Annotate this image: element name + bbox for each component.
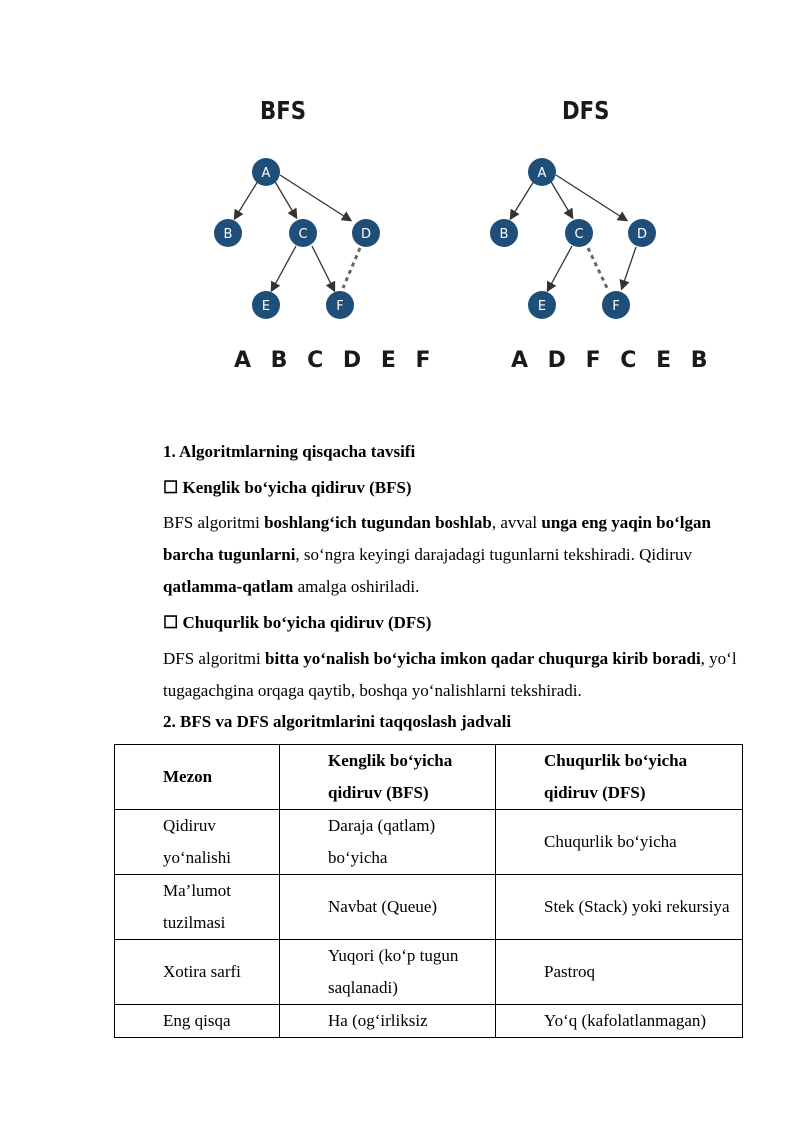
table-cell: Pastroq <box>496 940 743 1005</box>
dfs-node-c <box>565 219 593 247</box>
svg-text:E: E <box>261 299 271 314</box>
table-row <box>115 940 743 1005</box>
svg-text:F: F <box>336 299 344 314</box>
svg-text:E: E <box>537 299 547 314</box>
heading-2: 2. BFS va DFS algoritmlarini taqqoslash jadvali <box>163 712 512 731</box>
checkbox-icon: ☐ <box>163 613 179 632</box>
dfs-node-b <box>490 219 518 247</box>
bfs-node-e <box>252 291 280 319</box>
dfs-paragraph: DFS algoritmi bitta yo‘nalish bo‘yicha imkon qadar chuqurga kirib boradi, yo‘l tugagachgina orqaga qaytib, boshqa yo‘nalishlarni tekshiradi. <box>163 649 737 700</box>
table-cell: Ma’lumot tuzilmasi <box>115 875 280 940</box>
table-header-cell: Mezon <box>115 745 280 810</box>
table-cell: Yo‘q (kafolatlanmagan) <box>496 1005 743 1038</box>
comparison-table <box>114 744 743 1038</box>
svg-text:C: C <box>298 227 308 242</box>
bfs-node-d <box>352 219 380 247</box>
svg-text:A: A <box>261 166 271 181</box>
dfs-heading: ☐ Chuqurlik bo‘yicha qidiruv (DFS) <box>163 613 432 632</box>
table-row <box>115 810 743 875</box>
bfs-dfs-figure <box>0 0 800 400</box>
svg-text:F: F <box>612 299 620 314</box>
table-header-row <box>115 745 743 810</box>
dfs-title: DFS <box>562 96 610 125</box>
table-cell: Chuqurlik bo‘yicha <box>496 810 743 875</box>
dfs-graph <box>476 150 676 330</box>
bfs-graph <box>200 150 400 330</box>
table-cell: Xotira sarfi <box>115 940 280 1005</box>
bfs-node-b <box>214 219 242 247</box>
svg-text:D: D <box>636 227 648 242</box>
dfs-order: A D F C E B <box>511 348 714 373</box>
table-cell: Navbat (Queue) <box>280 875 496 940</box>
table-row <box>115 1005 743 1038</box>
bfs-heading: ☐ Kenglik bo‘yicha qidiruv (BFS) <box>163 478 412 497</box>
table-header-cell: Kenglik bo‘yicha qidiruv (BFS) <box>280 745 496 810</box>
svg-text:C: C <box>574 227 584 242</box>
table-cell: Qidiruv yo‘nalishi <box>115 810 280 875</box>
dfs-node-e <box>528 291 556 319</box>
bfs-node-f <box>326 291 354 319</box>
svg-text:A: A <box>537 166 547 181</box>
checkbox-icon: ☐ <box>163 478 179 497</box>
svg-text:D: D <box>360 227 372 242</box>
bfs-order: A B C D E F <box>234 348 437 373</box>
bfs-node-a <box>252 158 280 186</box>
dfs-node-f <box>602 291 630 319</box>
table-header-cell: Chuqurlik bo‘yicha qidiruv (DFS) <box>496 745 743 810</box>
svg-text:B: B <box>499 227 509 242</box>
table-row <box>115 875 743 940</box>
table-cell: Yuqori (ko‘p tugun saqlanadi) <box>280 940 496 1005</box>
bfs-node-c <box>289 219 317 247</box>
bfs-title: BFS <box>260 96 307 125</box>
table-cell: Daraja (qatlam) bo‘yicha <box>280 810 496 875</box>
dfs-node-d <box>628 219 656 247</box>
table-cell: Ha (og‘irliksiz <box>280 1005 496 1038</box>
table-cell: Stek (Stack) yoki rekursiya <box>496 875 743 940</box>
table-cell: Eng qisqa <box>115 1005 280 1038</box>
dfs-node-a <box>528 158 556 186</box>
bfs-paragraph: BFS algoritmi boshlang‘ich tugundan boshlab, avval unga eng yaqin bo‘lgan barcha tugunlarni, so‘ngra keyingi darajadagi tugunlarni tekshiradi. Qidiruv qatlamma-qatlam amalga oshiriladi. <box>163 513 711 596</box>
svg-text:B: B <box>223 227 233 242</box>
heading-1: 1. Algoritmlarning qisqacha tavsifi <box>163 442 416 461</box>
